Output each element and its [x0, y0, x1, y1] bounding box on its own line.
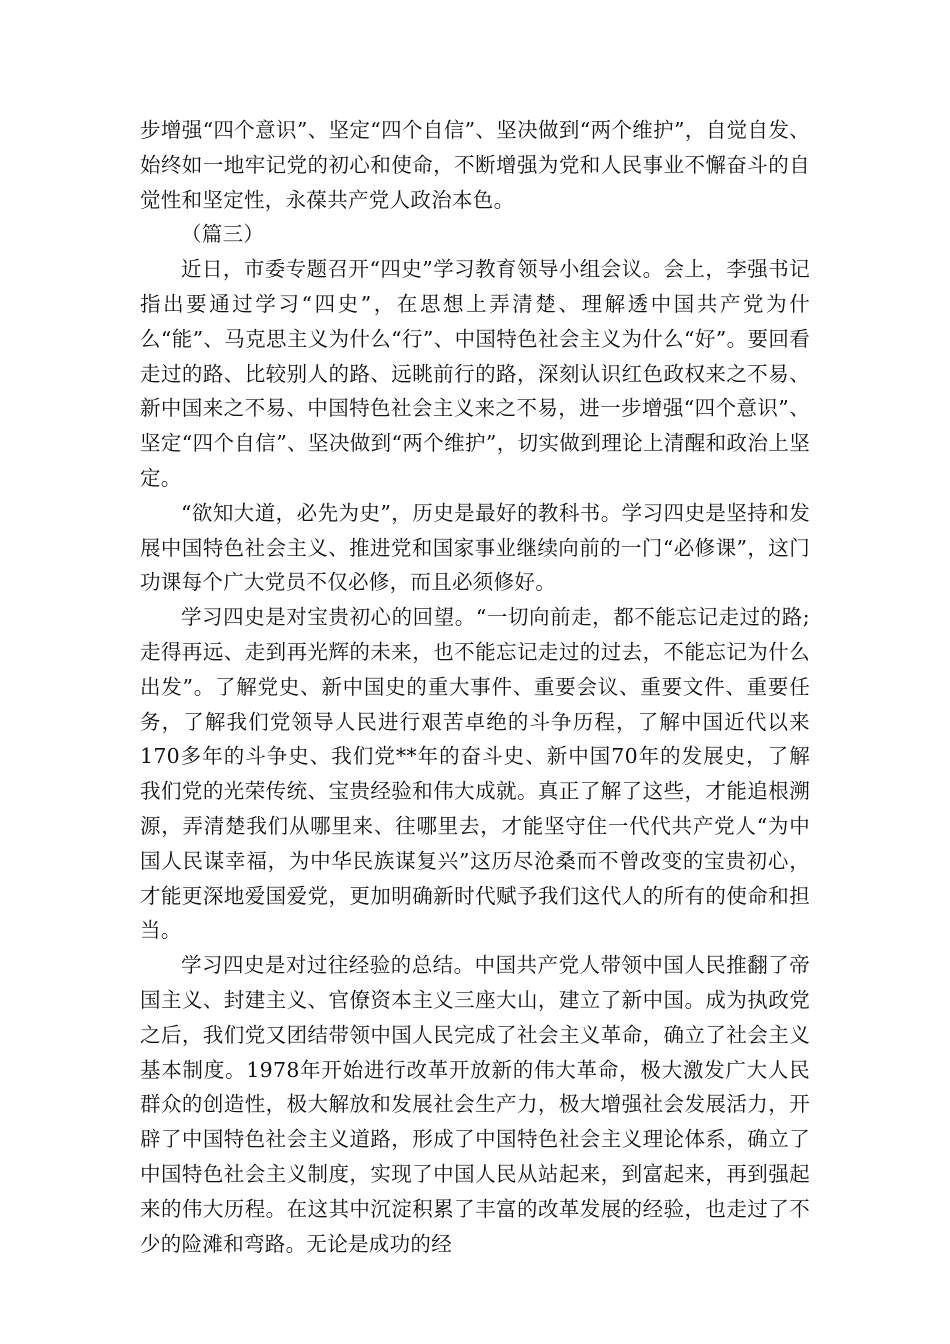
document-body — [140, 113, 810, 1261]
section-heading-part-three: （篇三） — [181, 222, 265, 247]
paragraph-original-aspiration: 学习四史是对宝贵初心的回望。“一切向前走，都不能忘记走过的路;走得再远、走到再光辉的未来，也不能忘记走过的过去，不能忘记为什么出发”。了解党史、新中国史的重大事件、重要会议、重要文件、重要任务，了解我们党领导人民进行艰苦卓绝的斗争历程，了解中国近代以来170多年的斗争史、我们党**年的奋斗史、新中国70年的发展史，了解我们党的光荣传统、宝贵经验和伟大成就。真正了解了这些，才能追根溯源，弄清楚我们从哪里来、往哪里去，才能坚守住一代代共产党人“为中国人民谋幸福，为中华民族谋复兴”这历尽沧桑而不曾改变的宝贵初心，才能更深地爱国爱党，更加明确新时代赋予我们这代人的所有的使命和担当。 — [140, 605, 810, 943]
paragraph-continuation: 步增强“四个意识”、坚定“四个自信”、坚决做到“两个维护”，自觉自发、始终如一地牢记党的初心和使命，不断增强为党和人民事业不懈奋斗的自觉性和坚定性，永葆共产党人政治本色。 — [140, 118, 810, 212]
paragraph-meeting-report: 近日，市委专题召开“四史”学习教育领导小组会议。会上，李强书记指出要通过学习“四史”，在思想上弄清楚、理解透中国共产党为什么“能”、马克思主义为什么“行”、中国特色社会主义为什么“好”。要回看走过的路、比较别人的路、远眺前行的路，深刻认识红色政权来之不易、新中国来之不易、中国特色社会主义来之不易，进一步增强“四个意识”、坚定“四个自信”、坚决做到“两个维护”，切实做到理论上清醒和政治上坚定。 — [140, 257, 810, 490]
paragraph-history-textbook: “欲知大道，必先为史”，历史是最好的教科书。学习四史是坚持和发展中国特色社会主义、推进党和国家事业继续向前的一门“必修课”，这门功课每个广大党员不仅必修，而且必须修好。 — [140, 500, 810, 595]
paragraph-past-experience: 学习四史是对过往经验的总结。中国共产党人带领中国人民推翻了帝国主义、封建主义、官僚资本主义三座大山，建立了新中国。成为执政党之后，我们党又团结带领中国人民完成了社会主义革命，确立了社会主义基本制度。1978年开始进行改革开放新的伟大革命，极大激发广大人民群众的创造性，极大解放和发展社会生产力，极大增强社会发展活力，开辟了中国特色社会主义道路，形成了中国特色社会主义理论体系，确立了中国特色社会主义制度，实现了中国人民从站起来，到富起来，再到强起来的伟大历程。在这其中沉淀积累了丰富的改革发展的经验，也走过了不少的险滩和弯路。无论是成功的经 — [140, 953, 810, 1256]
